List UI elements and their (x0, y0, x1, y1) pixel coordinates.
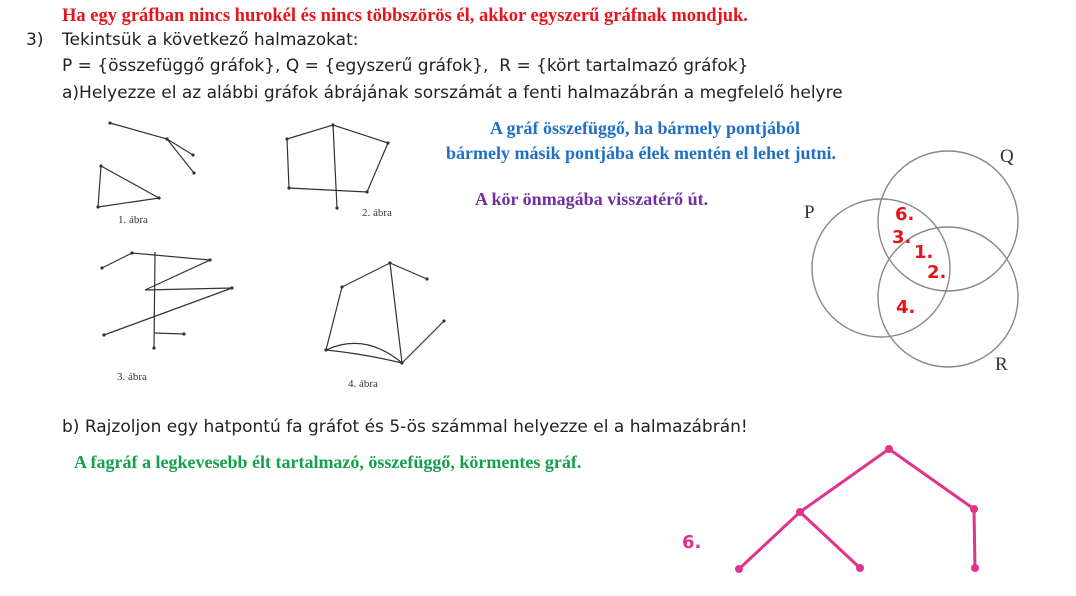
sets-definition: P = {összefüggő gráfok}, Q = {egyszerű gráfok}, R = {kört tartalmazó gráfok} (62, 56, 749, 76)
figure-2-caption: 2. ábra (362, 207, 392, 219)
venn-number-4: 4. (896, 297, 916, 318)
set-p-label: P (804, 202, 815, 223)
task-number: 3) (26, 30, 44, 50)
part-a-instruction: a)Helyezze el az alábbi gráfok ábrájának sorszámát a fenti halmazábrán a megfelelő helyre (62, 83, 843, 103)
venn-number-6: 6. (895, 204, 915, 225)
venn-number-2: 2. (927, 262, 947, 283)
task-intro: Tekintsük a következő halmazokat: (62, 30, 359, 50)
cycle-definition: A kör önmagába visszatérő út. (475, 189, 709, 209)
venn-diagram (780, 130, 1040, 390)
figure-3-caption: 3. ábra (117, 371, 147, 383)
tree-definition: A fagráf a legkevesebb élt tartalmazó, összefüggő, körmentes gráf. (74, 452, 582, 472)
connected-definition-line2: bármely másik pontjába élek mentén el lehet jutni. (446, 143, 836, 163)
venn-number-3: 3. (892, 227, 912, 248)
figure-1-caption: 1. ábra (118, 214, 148, 226)
connected-definition-line1: A gráf összefüggő, ha bármely pontjából (490, 118, 800, 138)
simple-graph-definition: Ha egy gráfban nincs hurokél és nincs többszörös él, akkor egyszerű gráfnak mondjuk. (62, 6, 748, 26)
tree-graph (660, 430, 1076, 590)
figure-4-caption: 4. ábra (348, 378, 378, 390)
figure-2-graph (285, 123, 389, 209)
figure-4-graph (324, 261, 445, 364)
venn-number-1: 1. (914, 242, 934, 263)
part-b-instruction: b) Rajzoljon egy hatpontú fa gráfot és 5-ös számmal helyezze el a halmazábrán! (62, 417, 748, 437)
figure-3-graph (100, 251, 233, 349)
set-q-label: Q (1000, 146, 1014, 167)
figure-1-graph (96, 121, 195, 208)
tree-number-label: 6. (682, 532, 702, 553)
set-r-label: R (995, 354, 1008, 375)
